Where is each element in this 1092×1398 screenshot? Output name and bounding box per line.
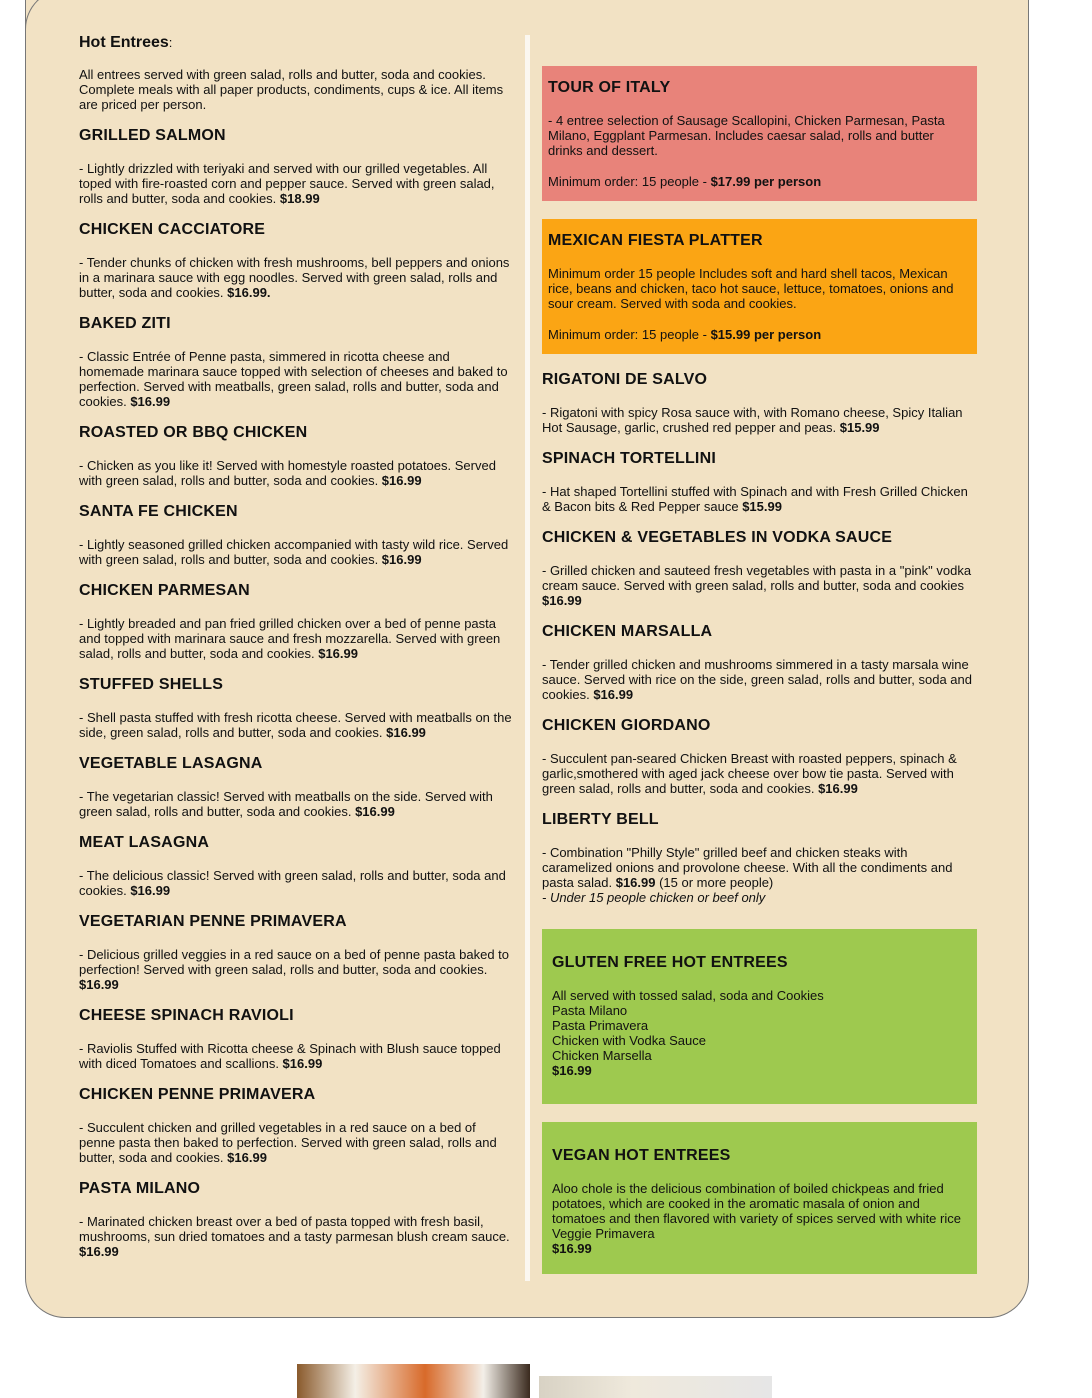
item-name: STUFFED SHELLS	[79, 676, 224, 693]
right-item-list	[542, 372, 977, 905]
item-price: $16.99	[593, 687, 634, 702]
mexican-fiesta-box	[542, 219, 977, 354]
item-name: CHICKEN CACCIATORE	[79, 221, 266, 238]
item-desc: - Delicious grilled veggies in a red sauce on a bed of penne pasta baked to perfection! Served with green salad, rolls and butter, soda and cookies.	[79, 947, 510, 977]
right-column	[542, 66, 977, 1292]
item-price: $16.99	[79, 977, 119, 992]
item-description	[79, 710, 514, 740]
item-name: CHICKEN PARMESAN	[79, 582, 250, 599]
item-price: $16.99	[542, 593, 582, 608]
item-name: RIGATONI DE SALVO	[542, 371, 708, 388]
item-price: $16.99	[386, 725, 426, 740]
title-text: Hot Entrees	[79, 34, 169, 51]
item-desc: - Lightly breaded and pan fried grilled chicken over a bed of penne pasta and topped with marinara sauce and fresh mozzarella. Served with green salad, rolls and butter, soda and cookies.	[79, 616, 501, 661]
item-desc: - Succulent pan-seared Chicken Breast with roasted peppers, spinach & garlic,smothered with aged jack cheese over bow tie pasta. Served with green salad, rolls and butter, soda and cookies.	[542, 751, 957, 796]
item-price: $16.99	[282, 1056, 323, 1071]
item-price: $16.99	[381, 473, 422, 488]
menu-item	[79, 222, 514, 300]
item-name: CHEESE SPINACH RAVIOLI	[79, 1007, 294, 1024]
item-line: Chicken with Vodka Sauce	[552, 1033, 706, 1048]
item-name: SANTA FE CHICKEN	[79, 503, 238, 520]
menu-item	[79, 128, 514, 206]
item-name: VEGETABLE LASAGNA	[79, 755, 263, 772]
item-price: $17.99 per person	[710, 174, 822, 189]
food-photo	[297, 1364, 530, 1398]
item-desc: - Lightly seasoned grilled chicken accompanied with tasty wild rice. Served with green salad, rolls and butter, soda and cookies.	[79, 537, 509, 567]
item-price: $15.99	[742, 499, 782, 514]
item-name: CHICKEN MARSALLA	[542, 623, 713, 640]
item-desc: - Lightly drizzled with teriyaki and served with our grilled vegetables. All toped with fire-roasted corn and pepper sauce. Served with green salad, rolls and butter, soda and cookies.	[79, 161, 495, 206]
min-order: Minimum order: 15 people -	[548, 327, 711, 342]
item-price: $16.99	[615, 875, 656, 890]
food-photo	[539, 1376, 772, 1398]
item-name: VEGETARIAN PENNE PRIMAVERA	[79, 913, 347, 930]
item-description	[542, 405, 977, 435]
menu-item	[542, 372, 977, 435]
left-column	[79, 35, 514, 1275]
item-description	[79, 1120, 514, 1165]
item-price: $16.99	[227, 1150, 267, 1165]
item-description	[79, 458, 514, 488]
menu-item	[542, 718, 977, 796]
item-desc: - 4 entree selection of Sausage Scallopini, Chicken Parmesan, Pasta Milano, Eggplant Parmesan. Includes caesar salad, rolls and butter drinks and dessert.	[548, 113, 945, 158]
item-price: $15.99 per person	[710, 327, 822, 342]
menu-item	[79, 677, 514, 740]
menu-item	[79, 914, 514, 992]
menu-item	[542, 624, 977, 702]
item-desc: - Tender grilled chicken and mushrooms simmered in a tasty marsala wine sauce. Served with rice on the side, green salad, rolls and butter, soda and cookies.	[542, 657, 972, 702]
item-price: $16.99	[818, 781, 858, 796]
intro-text: All entrees served with green salad, rolls and butter, soda and cookies. Complete meals with all paper products, condiments, cups & ice. All items are priced per person.	[79, 67, 504, 112]
menu-item	[542, 812, 977, 905]
item-price: $15.99	[839, 420, 880, 435]
item-name: ROASTED OR BBQ CHICKEN	[79, 424, 308, 441]
item-name: SPINACH TORTELLINI	[542, 450, 716, 467]
item-line: Chicken Marsella	[552, 1048, 652, 1063]
item-line: All served with tossed salad, soda and Cookies	[552, 988, 824, 1003]
menu-item	[79, 1181, 514, 1259]
menu-item	[79, 504, 514, 567]
tour-of-italy-box	[542, 66, 977, 201]
item-desc: - Raviolis Stuffed with Ricotta cheese & Spinach with Blush sauce topped with diced Tomatoes and scallions.	[79, 1041, 501, 1071]
menu-item	[79, 1008, 514, 1071]
min-order: Minimum order: 15 people -	[548, 174, 711, 189]
menu-item	[79, 425, 514, 488]
item-description	[79, 1214, 514, 1259]
left-item-list	[79, 128, 514, 1259]
item-suffix: (15 or more people)	[655, 875, 774, 890]
gluten-free-box	[542, 929, 977, 1104]
item-name: GLUTEN FREE HOT ENTREES	[552, 954, 788, 971]
item-description	[542, 845, 977, 890]
item-desc: Minimum order 15 people Includes soft and hard shell tacos, Mexican rice, beans and chicken, taco hot sauce, lettuce, tomatoes, onions and sour cream. Served with soda and cookies.	[548, 266, 954, 311]
item-name: LIBERTY BELL	[542, 811, 659, 828]
item-note: - Under 15 people chicken or beef only	[542, 890, 766, 905]
menu-item	[542, 451, 977, 514]
item-description	[79, 537, 514, 567]
item-description	[79, 616, 514, 661]
column-divider	[525, 35, 530, 1281]
item-price: $16.99	[130, 394, 171, 409]
item-name: PASTA MILANO	[79, 1180, 201, 1197]
menu-item	[79, 835, 514, 898]
item-price: $16.99	[318, 646, 358, 661]
page-title	[79, 35, 514, 50]
menu-item	[79, 756, 514, 819]
item-name: GRILLED SALMON	[79, 127, 226, 144]
item-name: CHICKEN PENNE PRIMAVERA	[79, 1086, 316, 1103]
item-description	[79, 789, 514, 819]
item-description	[542, 484, 977, 514]
item-description	[79, 1041, 514, 1071]
item-description	[79, 161, 514, 206]
item-description	[542, 751, 977, 796]
item-name: CHICKEN & VEGETABLES IN VODKA SAUCE	[542, 529, 893, 546]
item-desc: - Hat shaped Tortellini stuffed with Spinach and with Fresh Grilled Chicken & Bacon bits & Red Pepper sauce	[542, 484, 968, 514]
item-name: VEGAN HOT ENTREES	[552, 1147, 731, 1164]
item-line: Veggie Primavera	[552, 1226, 655, 1241]
item-name: CHICKEN GIORDANO	[542, 717, 711, 734]
item-desc: - Chicken as you like it! Served with homestyle roasted potatoes. Served with green salad, rolls and butter, soda and cookies.	[79, 458, 496, 488]
item-line: Pasta Primavera	[552, 1018, 649, 1033]
item-desc: - Shell pasta stuffed with fresh ricotta cheese. Served with meatballs on the side, green salad, rolls and butter, soda and cookies.	[79, 710, 512, 740]
item-desc: - Combination "Philly Style" grilled beef and chicken steaks with caramelized onions and provolone cheese. With all the condiments and pasta salad.	[542, 845, 953, 890]
item-desc: - Classic Entrée of Penne pasta, simmered in ricotta cheese and homemade marinara sauce topped with selection of cheeses and baked to perfection. Served with meatballs, green salad, rolls and butter, soda and cookies.	[79, 349, 508, 409]
item-price: $16.99.	[227, 285, 271, 300]
item-desc: - Tender chunks of chicken with fresh mushrooms, bell peppers and onions in a marinara sauce with egg noodles. Served with green salad, rolls and butter, soda and cookies.	[79, 255, 510, 300]
item-desc: - The delicious classic! Served with green salad, rolls and butter, soda and cookies.	[79, 868, 506, 898]
menu-item	[79, 316, 514, 409]
item-description	[542, 657, 977, 702]
menu-item	[542, 530, 977, 608]
item-description	[79, 868, 514, 898]
item-name: BAKED ZITI	[79, 315, 171, 332]
item-price: $16.99	[552, 1063, 592, 1078]
item-desc: - Marinated chicken breast over a bed of pasta topped with fresh basil, mushrooms, sun dried tomatoes and a tasty parmesan blush cream sauce.	[79, 1214, 510, 1244]
item-price: $16.99	[79, 1244, 119, 1259]
item-description	[79, 947, 514, 992]
item-line: Pasta Milano	[552, 1003, 628, 1018]
item-price: $18.99	[279, 191, 320, 206]
vegan-box	[542, 1122, 977, 1274]
item-name: MEXICAN FIESTA PLATTER	[548, 232, 763, 249]
item-description	[542, 563, 977, 608]
item-desc: - Grilled chicken and sauteed fresh vegetables with pasta in a "pink" vodka cream sauce. Served with green salad, rolls and butter, soda and cookies	[542, 563, 972, 593]
menu-item	[79, 1087, 514, 1165]
item-price: $16.99	[381, 552, 422, 567]
title-colon: :	[168, 35, 173, 50]
item-desc: - The vegetarian classic! Served with meatballs on the side. Served with green salad, rolls and butter, soda and cookies.	[79, 789, 493, 819]
item-price: $16.99	[552, 1241, 592, 1256]
menu-item	[79, 583, 514, 661]
item-description	[79, 255, 514, 300]
item-desc: - Rigatoni with spicy Rosa sauce with, with Romano cheese, Spicy Italian Hot Sausage, garlic, crushed red pepper and peas.	[542, 405, 963, 435]
item-price: $16.99	[355, 804, 395, 819]
item-price: $16.99	[130, 883, 171, 898]
item-desc: - Succulent chicken and grilled vegetables in a red sauce on a bed of penne pasta then baked to perfection. Served with green salad, rolls and butter, soda and cookies.	[79, 1120, 497, 1165]
item-name: TOUR OF ITALY	[548, 79, 671, 96]
item-description	[79, 349, 514, 409]
item-name: MEAT LASAGNA	[79, 834, 210, 851]
item-line: Aloo chole is the delicious combination of boiled chickpeas and fried potatoes, which are cooked in the aromatic masala of onion and tomatoes and then flavored with variety of spices served with white rice	[552, 1181, 961, 1226]
